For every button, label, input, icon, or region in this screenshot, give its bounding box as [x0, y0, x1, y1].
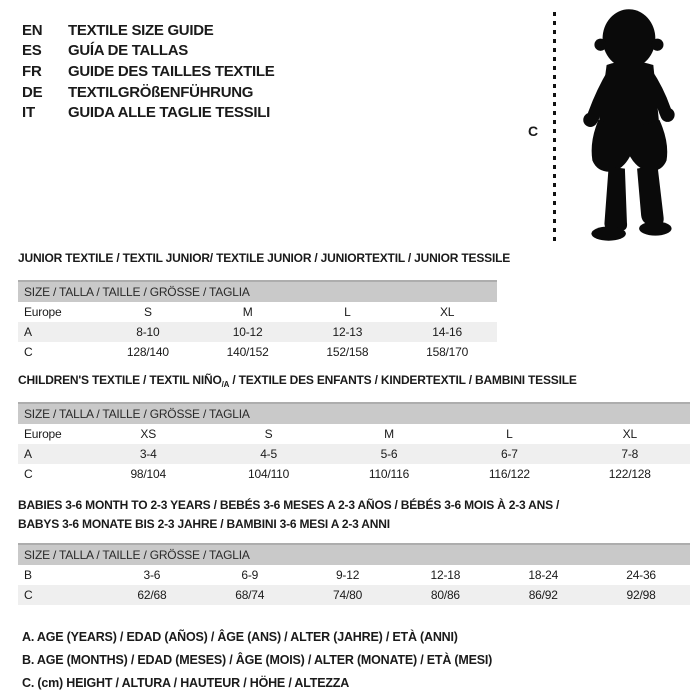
table-cell: XS: [140, 427, 156, 441]
lang-code-es: ES: [22, 42, 42, 60]
table-cell: 110/116: [368, 467, 410, 481]
table-cell: 116/122: [488, 467, 530, 481]
table-cell: 152/158: [326, 345, 369, 359]
babies-textile-table: [18, 543, 690, 605]
lang-code-en: EN: [22, 21, 43, 39]
lang-label-de: TEXTILGRÖßENFÜHRUNG: [68, 83, 254, 101]
table-cell: M: [242, 305, 253, 319]
table-cell: 9-12: [335, 568, 360, 582]
table-cell: 3-4: [88, 444, 208, 464]
table-row: [18, 424, 690, 444]
table-row: [18, 342, 497, 362]
babies-size-header-bar: [18, 544, 690, 565]
table-cell: 12-13: [298, 322, 398, 342]
table-cell: XL: [622, 427, 637, 441]
table-cell: 158/170: [426, 345, 469, 359]
table-cell: L: [344, 305, 351, 319]
table-cell: 140/152: [226, 345, 269, 359]
childrens-title-subscript: /A: [221, 380, 230, 389]
lang-row-it: [22, 102, 274, 123]
table-row: [18, 585, 690, 605]
table-cell: S: [264, 427, 273, 441]
lang-code-de: DE: [22, 83, 43, 101]
childrens-textile-table: [18, 402, 690, 484]
childrens-textile-title: [18, 373, 577, 387]
table-cell: 7-8: [570, 444, 690, 464]
junior-size-header-label: SIZE / TALLA / TAILLE / GRÖSSE / TAGLIA: [18, 281, 497, 302]
table-cell: 3-6: [143, 568, 161, 582]
table-cell: 12-18: [430, 568, 461, 582]
table-cell: 98/104: [130, 467, 166, 481]
height-measure-label: C: [528, 123, 539, 139]
lang-label-en: TEXTILE SIZE GUIDE: [68, 21, 214, 39]
lang-row-fr: [22, 61, 274, 82]
table-cell: 14-16: [397, 322, 497, 342]
babies-textile-title: [18, 496, 559, 534]
table-cell: 68/74: [201, 585, 299, 605]
legend-line-c: C. (cm) HEIGHT / ALTURA / HAUTEUR / HÖHE / ALTEZZA: [22, 676, 350, 690]
measure-legend: [22, 626, 492, 695]
junior-row-a-label: A: [18, 322, 98, 342]
junior-row-europe-label: Europe: [24, 305, 62, 319]
table-cell: 6-7: [449, 444, 569, 464]
childrens-size-header-bar: [18, 403, 690, 424]
table-cell: 104/110: [248, 467, 290, 481]
lang-code-it: IT: [22, 104, 35, 122]
table-cell: 5-6: [329, 444, 449, 464]
table-row: [18, 565, 690, 585]
table-row: [18, 322, 497, 342]
childrens-title-suffix: / TEXTILE DES ENFANTS / KINDERTEXTIL / BAMBINI TESSILE: [229, 373, 577, 387]
childrens-title-prefix: CHILDREN'S TEXTILE / TEXTIL NIÑO: [18, 373, 222, 387]
table-cell: 80/86: [396, 585, 494, 605]
table-cell: 6-9: [241, 568, 259, 582]
childrens-size-header-label: SIZE / TALLA / TAILLE / GRÖSSE / TAGLIA: [18, 403, 690, 424]
babies-title-line2: BABYS 3-6 MONATE BIS 2-3 JAHRE / BAMBINI 3-6 MESI A 2-3 ANNI: [18, 517, 390, 531]
table-cell: 92/98: [592, 585, 690, 605]
table-cell: 86/92: [494, 585, 592, 605]
lang-row-de: [22, 82, 274, 103]
lang-row-en: [22, 20, 274, 41]
childrens-row-c-label: C: [24, 467, 33, 481]
lang-label-fr: GUIDE DES TAILLES TEXTILE: [68, 62, 275, 80]
junior-row-c-label: C: [24, 345, 33, 359]
table-row: [18, 302, 497, 322]
table-cell: 74/80: [299, 585, 397, 605]
babies-row-c-label: C: [18, 585, 103, 605]
babies-size-header-label: SIZE / TALLA / TAILLE / GRÖSSE / TAGLIA: [18, 544, 690, 565]
table-cell: 24-36: [626, 568, 656, 582]
table-cell: 4-5: [208, 444, 328, 464]
table-cell: S: [143, 305, 152, 319]
table-cell: 122/128: [608, 467, 651, 481]
junior-textile-title: JUNIOR TEXTILE / TEXTIL JUNIOR/ TEXTILE JUNIOR / JUNIORTEXTIL / JUNIOR TESSILE: [18, 251, 511, 265]
table-row: [18, 464, 690, 484]
table-cell: 18-24: [528, 568, 559, 582]
lang-label-es: GUÍA DE TALLAS: [68, 42, 188, 60]
table-cell: 10-12: [198, 322, 298, 342]
table-cell: L: [506, 427, 513, 441]
childrens-row-europe-label: Europe: [24, 427, 62, 441]
babies-row-b-label: B: [24, 568, 32, 582]
table-cell: 128/140: [126, 345, 169, 359]
lang-label-it: GUIDA ALLE TAGLIE TESSILI: [68, 104, 270, 122]
toddler-silhouette-icon: [566, 6, 698, 250]
language-list: [22, 20, 274, 123]
babies-title-line1: BABIES 3-6 MONTH TO 2-3 YEARS / BEBÉS 3-6 MESES A 2-3 AÑOS / BÉBÉS 3-6 MOIS À 2-3 ANS /: [18, 498, 560, 512]
lang-row-es: [22, 41, 274, 62]
junior-textile-table: [18, 280, 497, 362]
table-cell: 8-10: [98, 322, 198, 342]
junior-size-header-bar: [18, 281, 497, 302]
legend-line-a: A. AGE (YEARS) / EDAD (AÑOS) / ÂGE (ANS) / ALTER (JAHRE) / ETÀ (ANNI): [22, 630, 458, 644]
table-cell: 62/68: [103, 585, 201, 605]
height-measure-dashed-line: [553, 12, 556, 246]
lang-code-fr: FR: [22, 62, 42, 80]
legend-line-b: B. AGE (MONTHS) / EDAD (MESES) / ÂGE (MOIS) / ALTER (MONATE) / ETÀ (MESI): [22, 653, 493, 667]
table-row: [18, 444, 690, 464]
table-cell: XL: [439, 305, 455, 319]
table-cell: M: [384, 427, 394, 441]
childrens-row-a-label: A: [18, 444, 88, 464]
